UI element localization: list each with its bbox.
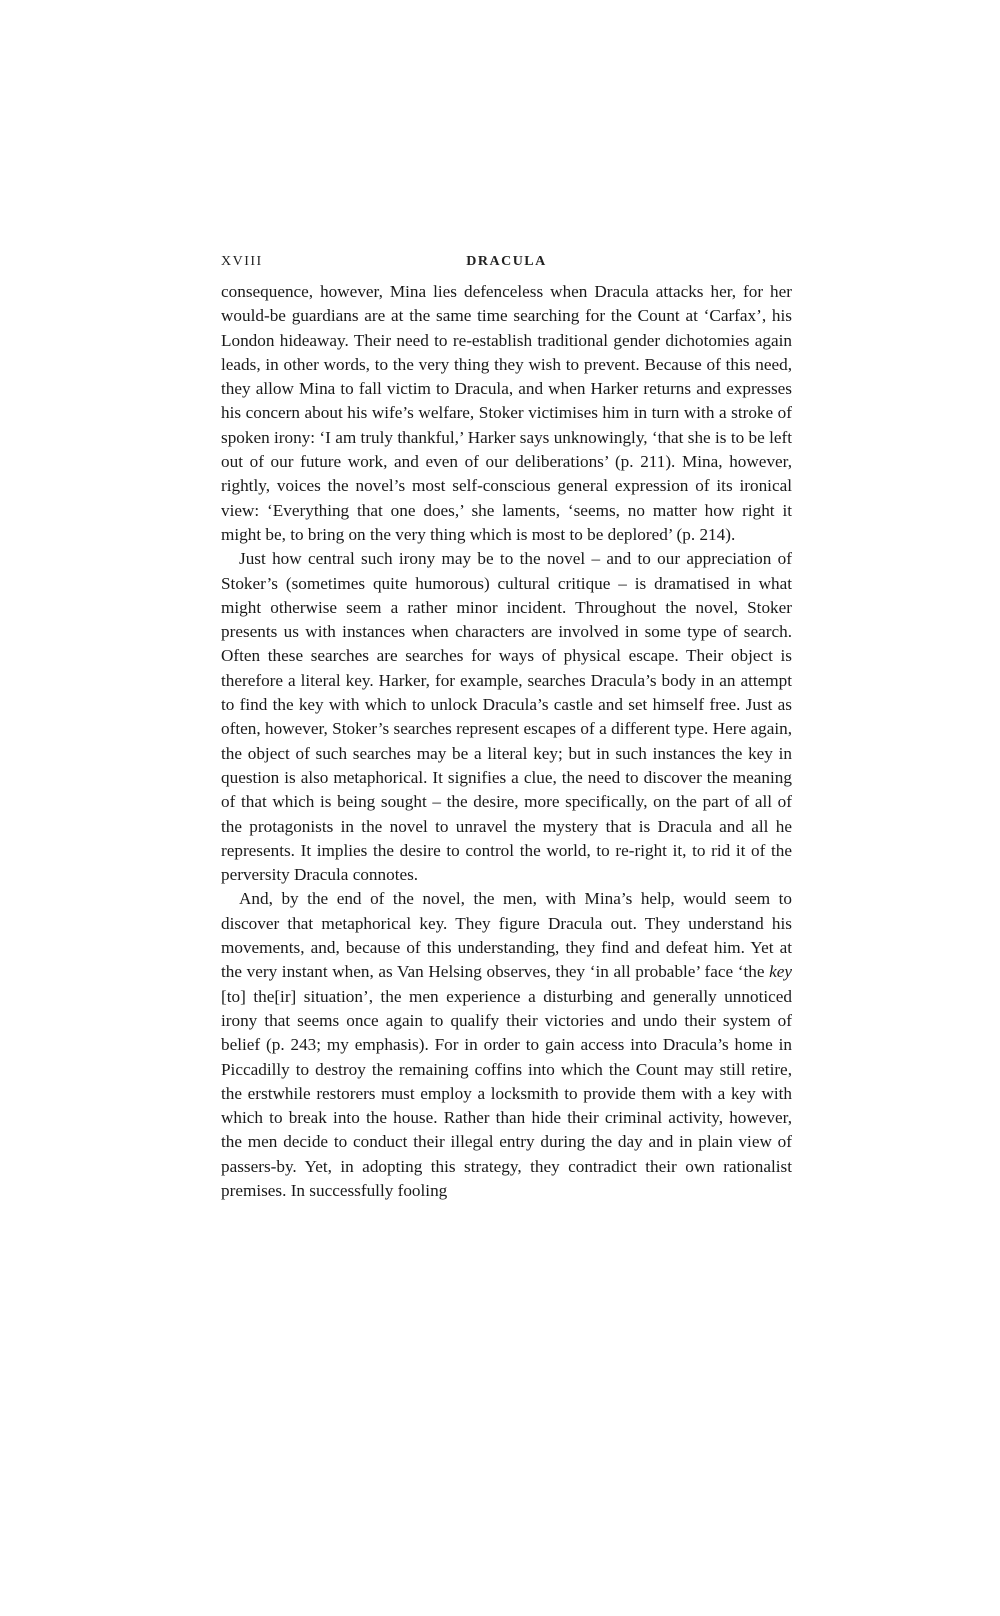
page-number: XVIII [221,254,263,269]
running-title: DRACULA [466,254,547,269]
paragraph-2: Just how central such irony may be to the novel – and to our appreciation of Stoker’s (sometimes quite humorous) cultural critique – is dramatised in what might otherwise seem a rather minor incident. Throughout the novel, Stoker presents us with instances when characters are involved in some type of search. Often these searches are searches for ways of physical escape. Their object is therefore a literal key. Harker, for example, searches Dracula’s body in an attempt to find the key with which to unlock Dracula’s castle and set himself free. Just as often, however, Stoker’s searches represent escapes of a different type. Here again, the object of such searches may be a literal key; but in such instances the key in question is also metaphorical. It signifies a clue, the need to discover the meaning of that which is being sought – the desire, more specifically, on the part of all of the protagonists in the novel to unravel the mystery that is Dracula and all he represents. It implies the desire to control the world, to re-right it, to rid it of the perversity Dracula connotes. [221,549,792,885]
paragraph-1: consequence, however, Mina lies defenceless when Dracula attacks her, for her would-be guardians are at the same time searching for the Count at ‘Carfax’, his London hideaway. Their need to re-establish traditional gender dichotomies again leads, in other words, to the very thing they wish to prevent. Because of this need, they allow Mina to fall victim to Dracula, and when Harker returns and expresses his concern about his wife’s welfare, Stoker victimises him in turn with a stroke of spoken irony: ‘I am truly thankful,’ Harker says unknowingly, ‘that she is to be left out of our future work, and even of our deliberations’ (p. 211). Mina, however, rightly, voices the novel’s most self-conscious general expression of its ironical view: ‘Everything that one does,’ she laments, ‘seems, no matter how right it might be, to bring on the very thing which is most to be deplored’ (p. 214). [221,282,792,544]
paragraph-3: And, by the end of the novel, the men, with Mina’s help, would seem to discover that metaphorical key. They figure Dracula out. They understand his movements, and, because of this understanding, they find and defeat him. Yet at the very instant when, as Van Helsing observes, they ‘in all probable’ face ‘the key [to] the[ir] situation’, the men experience a disturbing and generally unnoticed irony that seems once again to qualify their victories and undo their system of belief (p. 243; my emphasis). For in order to gain access into Dracula’s home in Piccadilly to destroy the remaining coffins into which the Count may still retire, the erstwhile restorers must employ a locksmith to provide them with a key with which to break into the house. Rather than hide their criminal activity, however, the men decide to conduct their illegal entry during the day and in plain view of passers-by. Yet, in adopting this strategy, they contradict their own rationalist premises. In successfully fooling [221,889,792,1200]
emphasised-word: key [769,962,792,982]
running-head [221,254,792,280]
body-text [221,280,792,1203]
book-page [221,254,792,1203]
